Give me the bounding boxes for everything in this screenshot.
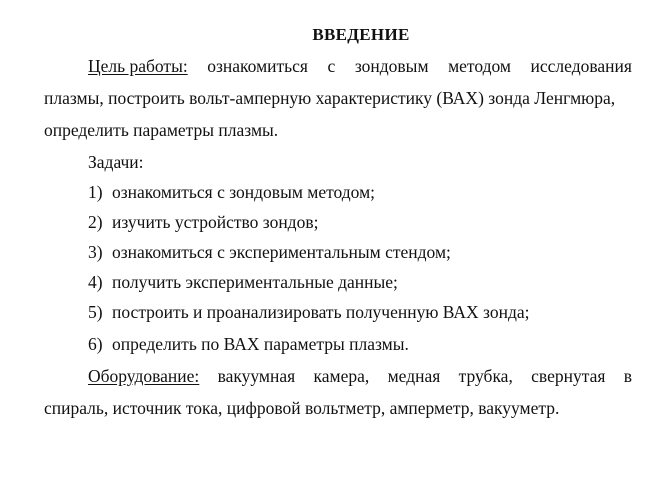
equipment-line-1 [88,360,632,392]
equipment-word: медная [387,366,441,386]
equipment-line-2: спираль, источник тока, цифровой вольтметр, амперметр, вакууметр. [44,398,560,418]
task-number: 3) [88,242,103,262]
task-item [88,266,398,298]
equipment-word: камера, [313,366,370,386]
goal-line-1 [88,50,632,82]
equipment-word: свернутая [531,366,606,386]
equipment-word: трубка, [458,366,513,386]
equipment-label: Оборудование: [88,366,200,386]
task-item [88,328,409,360]
goal-line-2: плазмы, построить вольт-амперную характеристику (ВАХ) зонда Ленгмюра, [44,88,616,108]
goal-word: ознакомиться [207,56,308,76]
goal-word: зондовым [354,56,429,76]
task-number: 5) [88,302,103,322]
task-number: 6) [88,334,103,354]
task-item [88,236,451,268]
tasks-heading: Задачи: [88,152,144,172]
goal-label: Цель работы: [88,56,188,76]
goal-word: с [327,56,336,76]
task-item [88,176,375,208]
equipment-word: вакуумная [217,366,296,386]
section-title: ВВЕДЕНИЕ [312,25,410,44]
task-text: ознакомиться с зондовым методом; [112,182,376,202]
task-item [88,296,529,328]
task-number: 2) [88,212,103,232]
task-text: определить по ВАХ параметры плазмы. [112,334,409,354]
task-number: 1) [88,182,103,202]
goal-line-3: определить параметры плазмы. [44,120,279,140]
task-text: изучить устройство зондов; [112,212,319,232]
goal-word: методом [448,56,511,76]
task-text: получить экспериментальные данные; [112,272,398,292]
task-text: ознакомиться с экспериментальным стендом; [112,242,451,262]
task-text: построить и проанализировать полученную ВАХ зонда; [112,302,530,322]
task-item [88,206,318,238]
goal-word: исследования [530,56,632,76]
task-number: 4) [88,272,103,292]
equipment-word: в [623,366,632,386]
